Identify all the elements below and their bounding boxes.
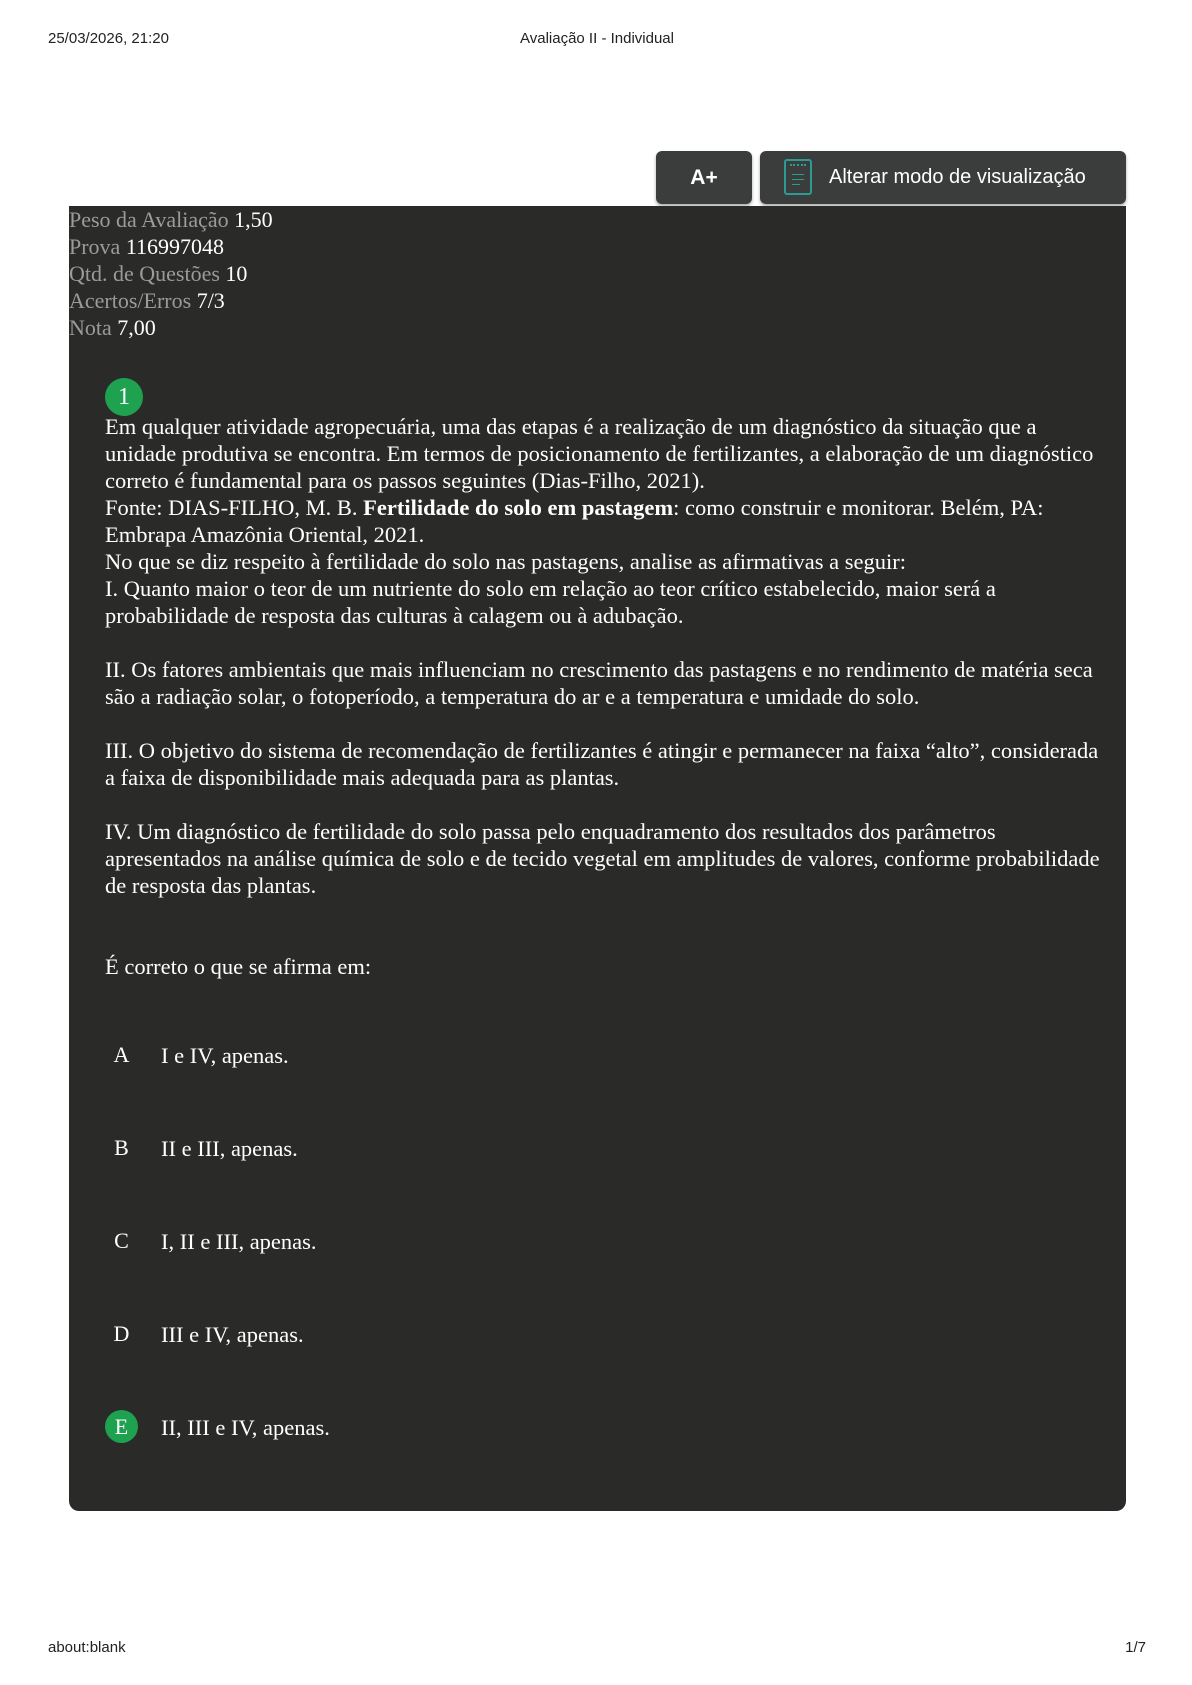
print-header <box>48 30 1146 50</box>
exam-summary <box>69 206 1126 341</box>
option-text: III e IV, apenas. <box>161 1322 304 1347</box>
correct-answer-badge: E <box>105 1410 138 1443</box>
question-instruction: No que se diz respeito à fertilidade do solo nas pastagens, analise as afirmativas a seguir: <box>105 549 906 574</box>
option-letter: C <box>114 1228 129 1253</box>
option-letter: D <box>113 1321 130 1346</box>
option-letter: A <box>113 1042 130 1067</box>
summary-grade: Nota 7,00 <box>69 315 156 340</box>
summary-score: Acertos/Erros 7/3 <box>69 288 225 313</box>
option-text: II, III e IV, apenas. <box>161 1415 330 1440</box>
option-c[interactable] <box>105 1224 1005 1264</box>
print-url: about:blank <box>48 1639 126 1656</box>
option-d[interactable] <box>105 1317 1005 1357</box>
statement-2: II. Os fatores ambientais que mais influenciam no crescimento das pastagens e no rendimento de matéria seca são a radiação solar, o fotoperíodo, a temperatura do ar e a temperatura e umidade do solo. <box>105 657 1093 709</box>
question-number-badge: 1 <box>105 378 143 416</box>
summary-questions: Qtd. de Questões 10 <box>69 261 248 286</box>
question-source: Fonte: DIAS-FILHO, M. B. Fertilidade do solo em pastagem: como construir e monitorar. Belém, PA: Embrapa Amazônia Oriental, 2021. <box>105 495 1044 547</box>
print-datetime: 25/03/2026, 21:20 <box>48 30 169 47</box>
option-text: II e III, apenas. <box>161 1136 298 1161</box>
print-title: Avaliação II - Individual <box>520 30 674 47</box>
summary-exam: Prova 116997048 <box>69 234 225 259</box>
option-a[interactable] <box>105 1038 1005 1078</box>
question-text <box>105 413 1105 980</box>
question-intro: Em qualquer atividade agropecuária, uma das etapas é a realização de um diagnóstico da situação que a unidade produtiva se encontra. Em termos de posicionamento de fertilizantes, a elaboração de um diagnóstico correto é fundamental para os passos seguintes (Dias-Filho, 2021). <box>105 414 1094 493</box>
question-card <box>69 341 1126 1511</box>
option-e[interactable] <box>105 1410 1005 1450</box>
statement-3: III. O objetivo do sistema de recomendação de fertilizantes é atingir e permanecer na faixa “alto”, considerada a faixa de disponibilidade mais adequada para as plantas. <box>105 738 1099 790</box>
font-size-button[interactable]: A+ <box>656 151 752 204</box>
statement-1: I. Quanto maior o teor de um nutriente do solo em relação ao teor crítico estabelecido, maior será a probabilidade de resposta das culturas à calagem ou à adubação. <box>105 576 996 628</box>
statement-4: IV. Um diagnóstico de fertilidade do solo passa pelo enquadramento dos resultados dos parâmetros apresentados na análise química de solo e de tecido vegetal em amplitudes de valores, conforme probabilidade de resposta das plantas. <box>105 819 1100 898</box>
view-mode-label: Alterar modo de visualização <box>829 166 1086 188</box>
option-text: I e IV, apenas. <box>161 1043 289 1068</box>
print-footer <box>48 1639 1146 1659</box>
question-prompt: É correto o que se afirma em: <box>105 954 372 979</box>
option-text: I, II e III, apenas. <box>161 1229 317 1254</box>
option-b[interactable] <box>105 1131 1005 1171</box>
option-letter: B <box>114 1135 129 1160</box>
summary-weight: Peso da Avaliação 1,50 <box>69 207 273 232</box>
page-number: 1/7 <box>1125 1639 1146 1656</box>
view-mode-button[interactable] <box>760 151 1126 204</box>
document-icon <box>784 159 812 195</box>
